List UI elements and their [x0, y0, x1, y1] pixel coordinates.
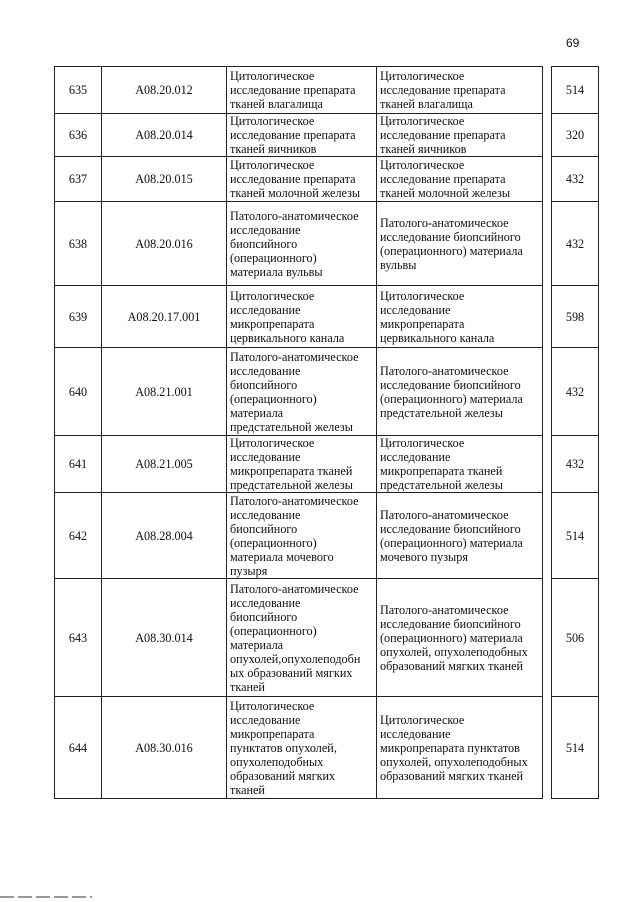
row-number-cell [55, 348, 102, 436]
price-cell [552, 157, 599, 202]
service-name-cell-text: Цитологическое исследование микропрепарата пунктатов опухолей, опухолеподобных образований мягких тканей [230, 698, 337, 797]
service-code-cell-text: A08.30.016 [135, 740, 193, 755]
service-code-cell [102, 697, 227, 799]
service-name-cell-text: Цитологическое исследование препарата тканей влагалища [230, 69, 356, 111]
footer-scan-mark [0, 896, 92, 898]
service-code-cell [102, 157, 227, 202]
service-code-cell-text: A08.20.016 [135, 236, 193, 251]
price-cell [552, 286, 599, 348]
price-cell [552, 579, 599, 697]
price-cell-text: 432 [565, 457, 585, 471]
row-number-cell [55, 697, 102, 799]
service-name-cell [227, 202, 377, 286]
service-name-cell-text: Цитологическое исследование микропрепарата цервикального канала [230, 288, 345, 345]
service-code-cell-text: A08.20.012 [135, 83, 193, 97]
service-code-cell [102, 493, 227, 579]
service-code-cell-text: A08.21.001 [135, 384, 193, 399]
services-price-table [54, 66, 599, 799]
service-name-cell [227, 157, 377, 202]
service-name-cell-text: Патолого-анатомическое исследование биопсийного (операционного) материала мочевого пузыря [230, 493, 359, 578]
row-number-cell [55, 436, 102, 493]
service-description-cell-text: Патолого-анатомическое исследование биопсийного (операционного) материала предстательной железы [380, 363, 523, 420]
service-description-cell [377, 436, 543, 493]
table-row [55, 67, 599, 114]
column-gap [543, 579, 552, 697]
price-cell [552, 493, 599, 579]
row-number-cell-text: 637 [68, 172, 88, 186]
service-code-cell-text: A08.20.015 [135, 172, 193, 186]
row-number-cell [55, 202, 102, 286]
service-code-cell [102, 286, 227, 348]
service-code-cell [102, 114, 227, 157]
service-name-cell-text: Патолого-анатомическое исследование биопсийного (операционного) материала предстательной железы [230, 349, 359, 434]
service-description-cell-text: Патолого-анатомическое исследование биопсийного (операционного) материала вульвы [380, 215, 523, 272]
service-name-cell [227, 579, 377, 697]
row-number-cell-text: 644 [68, 740, 88, 755]
service-description-cell [377, 493, 543, 579]
price-cell [552, 436, 599, 493]
service-name-cell [227, 697, 377, 799]
service-description-cell-text: Цитологическое исследование микропрепарата цервикального канала [380, 288, 495, 345]
row-number-cell-text: 642 [68, 528, 88, 543]
service-description-cell [377, 202, 543, 286]
column-gap [543, 348, 552, 436]
service-code-cell [102, 202, 227, 286]
column-gap [543, 202, 552, 286]
table-row [55, 436, 599, 493]
service-description-cell [377, 697, 543, 799]
price-cell-text: 506 [565, 630, 585, 645]
service-code-cell [102, 579, 227, 697]
price-cell [552, 114, 599, 157]
column-gap [543, 286, 552, 348]
price-cell-text: 514 [565, 528, 585, 543]
price-cell [552, 67, 599, 114]
service-name-cell [227, 493, 377, 579]
service-name-cell-text: Патолого-анатомическое исследование биопсийного (операционного) материала вульвы [230, 208, 359, 279]
row-number-cell-text: 641 [68, 457, 88, 471]
service-name-cell-text: Цитологическое исследование микропрепарата тканей предстательной железы [230, 436, 353, 492]
page-number: 69 [566, 36, 580, 50]
column-gap [543, 157, 552, 202]
table-row [55, 348, 599, 436]
column-gap [543, 67, 552, 114]
row-number-cell-text: 636 [68, 128, 88, 142]
row-number-cell-text: 639 [68, 309, 88, 324]
service-code-cell-text: A08.20.17.001 [127, 309, 201, 324]
row-number-cell [55, 493, 102, 579]
row-number-cell-text: 640 [68, 384, 88, 399]
price-cell [552, 697, 599, 799]
service-code-cell-text: A08.21.005 [135, 457, 193, 471]
price-cell-text: 432 [565, 172, 585, 186]
service-description-cell-text: Цитологическое исследование препарата тканей яичников [380, 114, 506, 156]
table-row [55, 579, 599, 697]
service-name-cell-text: Цитологическое исследование препарата тканей яичников [230, 114, 356, 156]
service-name-cell [227, 348, 377, 436]
column-gap [543, 697, 552, 799]
service-description-cell [377, 157, 543, 202]
column-gap [543, 114, 552, 157]
price-cell-text: 514 [565, 83, 585, 97]
column-gap [543, 493, 552, 579]
row-number-cell-text: 635 [68, 83, 88, 97]
service-code-cell-text: A08.30.014 [135, 630, 193, 645]
price-cell-text: 320 [565, 128, 585, 142]
row-number-cell [55, 579, 102, 697]
service-description-cell-text: Цитологическое исследование микропрепарата тканей предстательной железы [380, 436, 503, 492]
price-cell-text: 432 [565, 384, 585, 399]
row-number-cell [55, 67, 102, 114]
row-number-cell [55, 286, 102, 348]
row-number-cell-text: 643 [68, 630, 88, 645]
service-name-cell [227, 67, 377, 114]
service-description-cell-text: Цитологическое исследование микропрепарата пунктатов опухолей, опухолеподобных образований мягких тканей [380, 712, 528, 783]
service-code-cell [102, 436, 227, 493]
table-row [55, 286, 599, 348]
table-row [55, 157, 599, 202]
service-description-cell [377, 114, 543, 157]
price-cell-text: 432 [565, 236, 585, 251]
table-row [55, 114, 599, 157]
price-cell [552, 348, 599, 436]
service-description-cell-text: Цитологическое исследование препарата тканей влагалища [380, 69, 506, 111]
service-description-cell [377, 286, 543, 348]
service-name-cell [227, 286, 377, 348]
table-row [55, 493, 599, 579]
service-description-cell-text: Цитологическое исследование препарата тканей молочной железы [380, 158, 511, 200]
row-number-cell-text: 638 [68, 236, 88, 251]
service-code-cell-text: A08.20.014 [135, 128, 193, 142]
service-description-cell [377, 579, 543, 697]
service-name-cell [227, 436, 377, 493]
price-cell-text: 598 [565, 309, 585, 324]
service-description-cell [377, 67, 543, 114]
service-code-cell [102, 67, 227, 114]
service-description-cell-text: Патолого-анатомическое исследование биопсийного (операционного) материала опухолей, опухолеподобных образований мягких тканей [380, 602, 528, 673]
service-description-cell [377, 348, 543, 436]
service-name-cell-text: Патолого-анатомическое исследование биопсийного (операционного) материала опухолей,опухолеподобн ых образований мягких тканей [230, 581, 361, 694]
column-gap [543, 436, 552, 493]
row-number-cell [55, 157, 102, 202]
table-row [55, 697, 599, 799]
service-code-cell-text: A08.28.004 [135, 528, 193, 543]
row-number-cell [55, 114, 102, 157]
service-name-cell-text: Цитологическое исследование препарата тканей молочной железы [230, 158, 361, 200]
service-name-cell [227, 114, 377, 157]
table-row [55, 202, 599, 286]
table-body [55, 67, 599, 799]
price-cell-text: 514 [565, 740, 585, 755]
price-cell [552, 202, 599, 286]
service-description-cell-text: Патолого-анатомическое исследование биопсийного (операционного) материала мочевого пузыря [380, 507, 523, 564]
service-code-cell [102, 348, 227, 436]
